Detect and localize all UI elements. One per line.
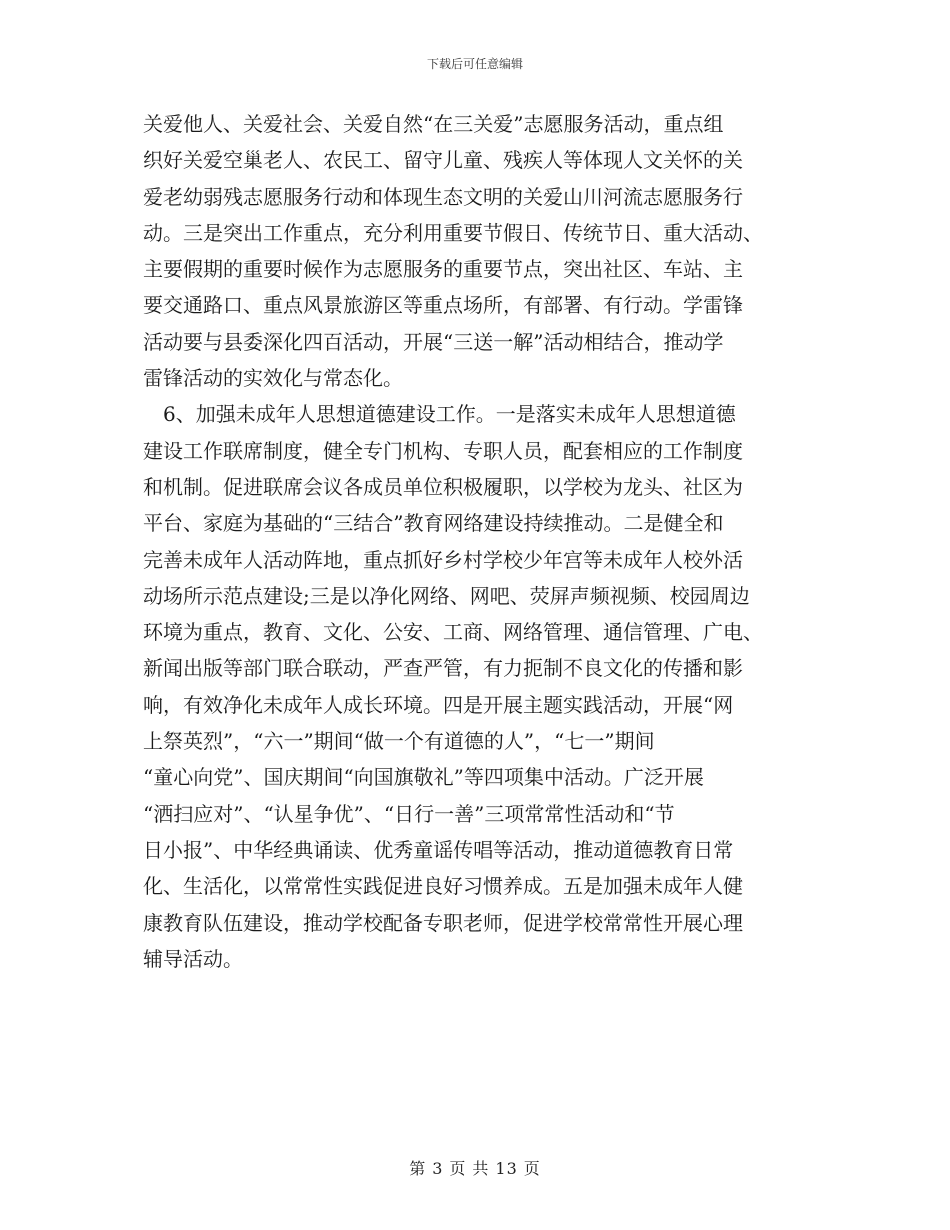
text-line: 6、加强未成年人思想道德建设工作。一是落实未成年人思想道德 (163, 402, 736, 427)
text-line: 响，有效净化未成年人成长环境。四是开展主题实践活动，开展“网 (143, 692, 734, 717)
page-end-label: 页 (523, 1159, 541, 1178)
text-line: 平台、家庭为基础的“三结合”教育网络建设持续推动。二是健全和 (143, 511, 724, 536)
text-line: 建设工作联席制度，健全专门机构、专职人员，配套相应的工作制度 (143, 438, 743, 463)
text-line: 日小报”、中华经典诵读、优秀童谣传唱等活动，推动道德教育日常 (143, 837, 734, 862)
text-line: 主要假期的重要时候作为志愿服务的重要节点，突出社区、车站、主 (143, 257, 743, 282)
page-label: 第 (409, 1159, 427, 1178)
paragraph-volunteer-service (143, 106, 809, 396)
page-header-note: 下载后可任意编辑 (426, 57, 523, 71)
text-line: 活动要与县委深化四百活动，开展“三送一解”活动相结合，推动学 (143, 329, 724, 354)
text-line: 雷锋活动的实效化与常态化。 (143, 366, 403, 391)
text-line: 动场所示范点建设;三是以净化网络、网吧、荧屏声频视频、校园周边 (143, 583, 750, 608)
text-line: 上祭英烈”，“六一”期间“做一个有道德的人”，“七一”期间 (143, 729, 655, 754)
text-line: “洒扫应对”、“认星争优”、“日行一善”三项常常性活动和“节 (143, 801, 675, 826)
page-mid-label: 页 (449, 1159, 467, 1178)
text-line: 化、生活化，以常常性实践促进良好习惯养成。五是加强未成年人健 (143, 874, 743, 899)
document-body (143, 106, 809, 977)
text-line: “童心向党”、国庆期间“向国旗敬礼”等四项集中活动。广泛开展 (143, 765, 704, 790)
text-line: 关爱他人、关爱社会、关爱自然“在三关爱”志愿服务活动，重点组 (143, 112, 724, 136)
text-line: 织好关爱空巢老人、农民工、留守儿童、残疾人等体现人文关怀的关 (143, 148, 743, 173)
page-total-label: 共 (472, 1159, 490, 1178)
text-line: 新闻出版等部门联合联动，严查严管，有力扼制不良文化的传播和影 (143, 656, 743, 681)
text-line: 完善未成年人活动阵地，重点抓好乡村学校少年宫等未成年人校外活 (143, 547, 743, 572)
text-line: 动。三是突出工作重点，充分利用重要节假日、传统节日、重大活动、 (143, 220, 763, 245)
text-line: 辅导活动。 (143, 946, 243, 971)
paragraph-minors-moral-construction (143, 396, 809, 977)
page-number-footer (0, 1156, 950, 1179)
text-line: 环境为重点，教育、文化、公安、工商、网络管理、通信管理、广电、 (143, 620, 763, 645)
text-line: 爱老幼弱残志愿服务行动和体现生态文明的关爱山川河流志愿服务行 (143, 184, 743, 209)
text-line: 要交通路口、重点风景旅游区等重点场所，有部署、有行动。学雷锋 (143, 293, 743, 318)
text-line: 康教育队伍建设，推动学校配备专职老师，促进学校常常性开展心理 (143, 910, 743, 935)
text-line: 和机制。促进联席会议各成员单位积极履职，以学校为龙头、社区为 (143, 474, 743, 499)
page-current: 3 (432, 1159, 444, 1178)
page-total: 13 (495, 1159, 518, 1178)
